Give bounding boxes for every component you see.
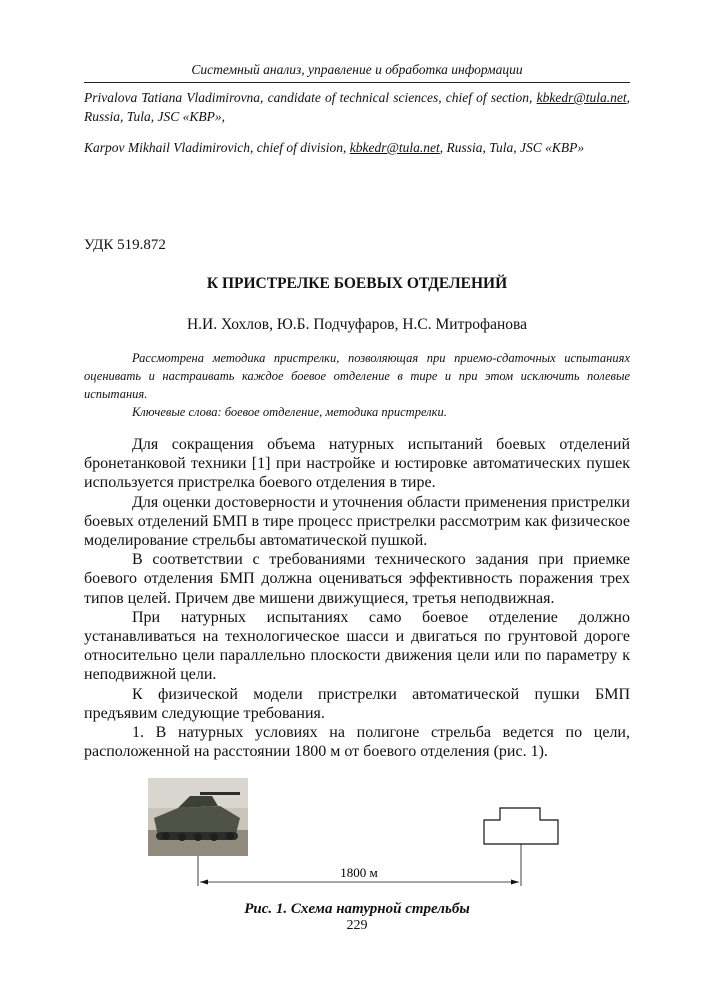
udk-code: УДК 519.872	[84, 237, 166, 253]
paper-title: К ПРИСТРЕЛКЕ БОЕВЫХ ОТДЕЛЕНИЙ	[206, 275, 508, 292]
bmp-vehicle-photo	[148, 778, 248, 856]
body-text	[84, 435, 630, 761]
keywords: Ключевые слова: боевое отделение, методика пристрелки.	[132, 405, 447, 419]
paragraph: 1. В натурных условиях на полигоне стрельба ведется по цели, расположенной на расстоянии 1800 м от боевого отделения (рис. 1).	[84, 724, 630, 761]
author-info-privalova	[84, 88, 630, 126]
author-info-text: , Russia, Tula, JSC «KBP»	[439, 140, 585, 155]
email-link[interactable]: kbkedr@tula.net	[536, 90, 627, 105]
running-head: Системный анализ, управление и обработка информации	[191, 62, 523, 77]
header-rule	[84, 82, 630, 83]
email-link[interactable]: kbkedr@tula.net	[349, 140, 440, 155]
arrow-left-icon	[200, 880, 208, 885]
distance-label: 1800 м	[340, 865, 378, 880]
abstract	[84, 349, 630, 421]
target-shape	[484, 808, 558, 844]
abstract-text: Рассмотрена методика пристрелки, позволяющая при приемо-сдаточных испытаниях оценивать и настраивать каждое боевое отделение в тире и при этом исключить полевые испытания.	[84, 351, 630, 401]
paragraph: Для оценки достоверности и уточнения области применения пристрелки боевых отделений БМП в тире процесс пристрелки рассмотрим как физическое моделирование стрельбы автоматической пушкой.	[84, 493, 630, 550]
author-info-karpov	[84, 138, 630, 157]
page-number: 229	[346, 918, 368, 933]
paragraph: При натурных испытаниях само боевое отделение должно устанавливаться на технологическое шасси и двигаться по грунтовой дороге относительно цели параллельно плоскости движения цели или по параметру к неподвижной цели.	[84, 608, 630, 684]
author-info-text: Karpov Mikhail Vladimirovich, chief of division,	[84, 140, 347, 155]
firing-scheme-figure	[148, 778, 564, 900]
paragraph: К физической модели пристрелки автоматической пушки БМП предъявим следующие требования.	[84, 685, 630, 722]
figure-caption: Рис. 1. Схема натурной стрельбы	[244, 901, 470, 917]
paragraph: Для сокращения объема натурных испытаний боевых отделений бронетанковой техники [1] при настройке и юстировке автоматических пушек используется пристрелка боевого отделения в тире.	[84, 436, 630, 492]
author-info-text: Privalova Tatiana Vladimirovna, candidate of technical sciences, chief of section,	[84, 90, 533, 105]
arrow-right-icon	[511, 880, 519, 885]
paragraph: В соответствии с требованиями технического задания при приемке боевого отделения БМП должна оцениваться эффективность поражения трех типов целей. Причем две мишени движущиеся, третья неподвижная.	[84, 551, 630, 607]
paper-authors: Н.И. Хохлов, Ю.Б. Подчуфаров, Н.С. Митрофанова	[186, 316, 528, 333]
author-info-text: , Russia, Tula, JSC «KBP»,	[84, 90, 630, 124]
